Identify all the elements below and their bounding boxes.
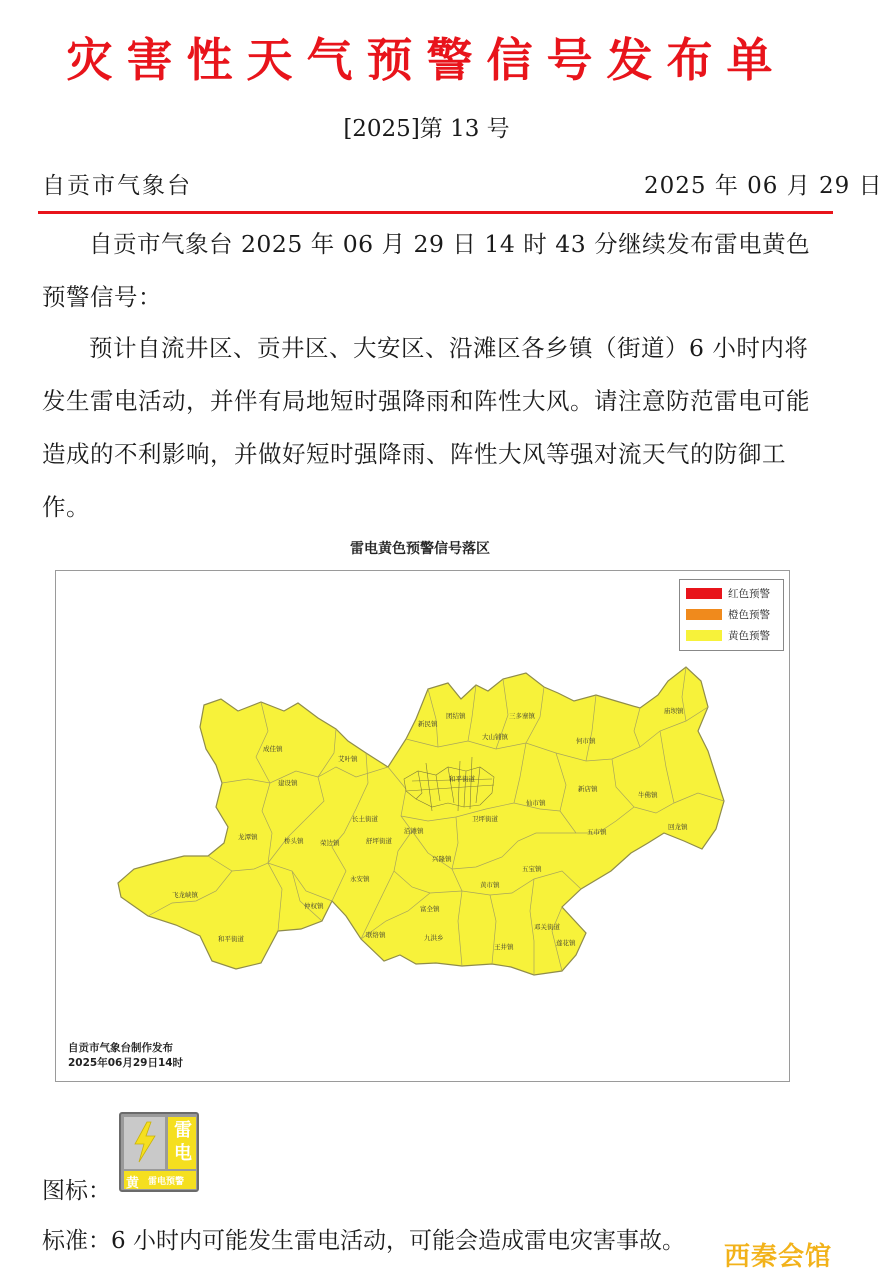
map-credit-time: 2025年06月29日14时 [68, 1057, 184, 1069]
map-legend [679, 579, 784, 651]
signal-icon-char-top: 雷 [174, 1120, 192, 1141]
legend-swatch-red [686, 588, 722, 599]
town-label: 团结镇 [446, 712, 466, 720]
town-label: 黄市镇 [480, 881, 500, 889]
signal-standard: 标准：6 小时内可能发生雷电活动，可能会造成雷电灾害事故。 [42, 1228, 685, 1254]
legend-item-red [686, 586, 770, 600]
signal-icon-char-bottom: 电 [174, 1143, 192, 1164]
town-label: 大山铺镇 [482, 733, 508, 741]
signal-icon-level: 黄 [126, 1176, 140, 1191]
town-label: 九洪乡 [424, 934, 444, 942]
legend-label: 黄色预警 [728, 629, 770, 642]
town-label: 桥头镇 [284, 837, 304, 845]
issuing-agency: 自贡市气象台 [42, 173, 192, 199]
town-label: 五宝镇 [522, 865, 542, 873]
issue-date: 2025 年 06 月 29 日 [644, 173, 883, 199]
town-label: 仙市镇 [526, 799, 546, 807]
legend-swatch-orange [686, 609, 722, 620]
town-label: 卫坪街道 [472, 815, 498, 823]
town-label: 新民镇 [418, 720, 438, 728]
map-frame [55, 570, 790, 1082]
map-title: 雷电黄色预警信号落区 [350, 541, 490, 557]
notice-paragraph: 自贡市气象台 2025 年 06 月 29 日 14 时 43 分继续发布雷电黄色预警信号： [42, 230, 811, 311]
town-label: 仲权镇 [304, 902, 324, 910]
forecast-paragraph: 预计自流井区、贡井区、大安区、沿滩区各乡镇（街道）6 小时内将发生雷电活动，并伴有局地短时强降雨和阵性大风。请注意防范雷电可能造成的不利影响，并做好短时强降雨、阵性大风等强对流天气的防御工作。 [42, 334, 810, 521]
town-label: 成佳镇 [263, 745, 283, 753]
legend-swatch-yellow [686, 630, 722, 641]
town-label: 荣边镇 [320, 839, 340, 847]
town-label: 回龙镇 [668, 823, 688, 831]
town-label: 新店镇 [578, 785, 598, 793]
signal-icon-caption: 雷电预警 [148, 1177, 185, 1187]
town-label: 舒坪街道 [366, 837, 392, 845]
town-label: 沿滩镇 [404, 827, 424, 835]
legend-item-orange [686, 607, 770, 621]
legend-item-yellow [686, 628, 770, 642]
zigong-region-outline [118, 667, 724, 975]
town-label: 莲花镇 [556, 939, 576, 947]
town-label: 富全镇 [420, 905, 440, 913]
town-label: 五市镇 [587, 828, 607, 836]
town-label: 牛佛镇 [638, 791, 658, 799]
town-label: 建设镇 [278, 779, 298, 787]
map-credit-producer: 自贡市气象台制作发布 [68, 1042, 173, 1054]
town-label: 和平街道 [449, 775, 475, 783]
town-label: 庙坝镇 [664, 707, 684, 715]
legend-label: 橙色预警 [728, 608, 770, 621]
town-label: 飞龙峡镇 [172, 891, 198, 899]
town-label: 龙潭镇 [238, 833, 258, 841]
town-label: 艾叶镇 [338, 755, 358, 763]
map-credit [68, 1041, 183, 1071]
town-label: 联络镇 [366, 931, 386, 939]
town-label: 王井镇 [494, 943, 514, 951]
town-label: 和平街道 [218, 935, 244, 943]
town-label: 永安镇 [350, 875, 370, 883]
town-label: 三多寨镇 [509, 712, 535, 720]
town-label: 兴隆镇 [432, 855, 452, 863]
lightning-bolt-icon [133, 1122, 157, 1162]
document-title: 灾害性天气预警信号发布单 [66, 33, 787, 87]
watermark: 西秦会馆 [724, 1242, 833, 1272]
icon-label: 图标： [42, 1178, 111, 1204]
town-label: 何市镇 [576, 737, 596, 745]
thunder-yellow-signal-icon [119, 1112, 199, 1192]
legend-label: 红色预警 [728, 587, 770, 600]
header-divider [38, 211, 833, 214]
document-number: [2025]第 13 号 [343, 116, 510, 142]
warning-area-map [40, 528, 800, 1090]
town-label: 长土街道 [352, 815, 378, 823]
town-label: 邓关街道 [534, 923, 560, 931]
